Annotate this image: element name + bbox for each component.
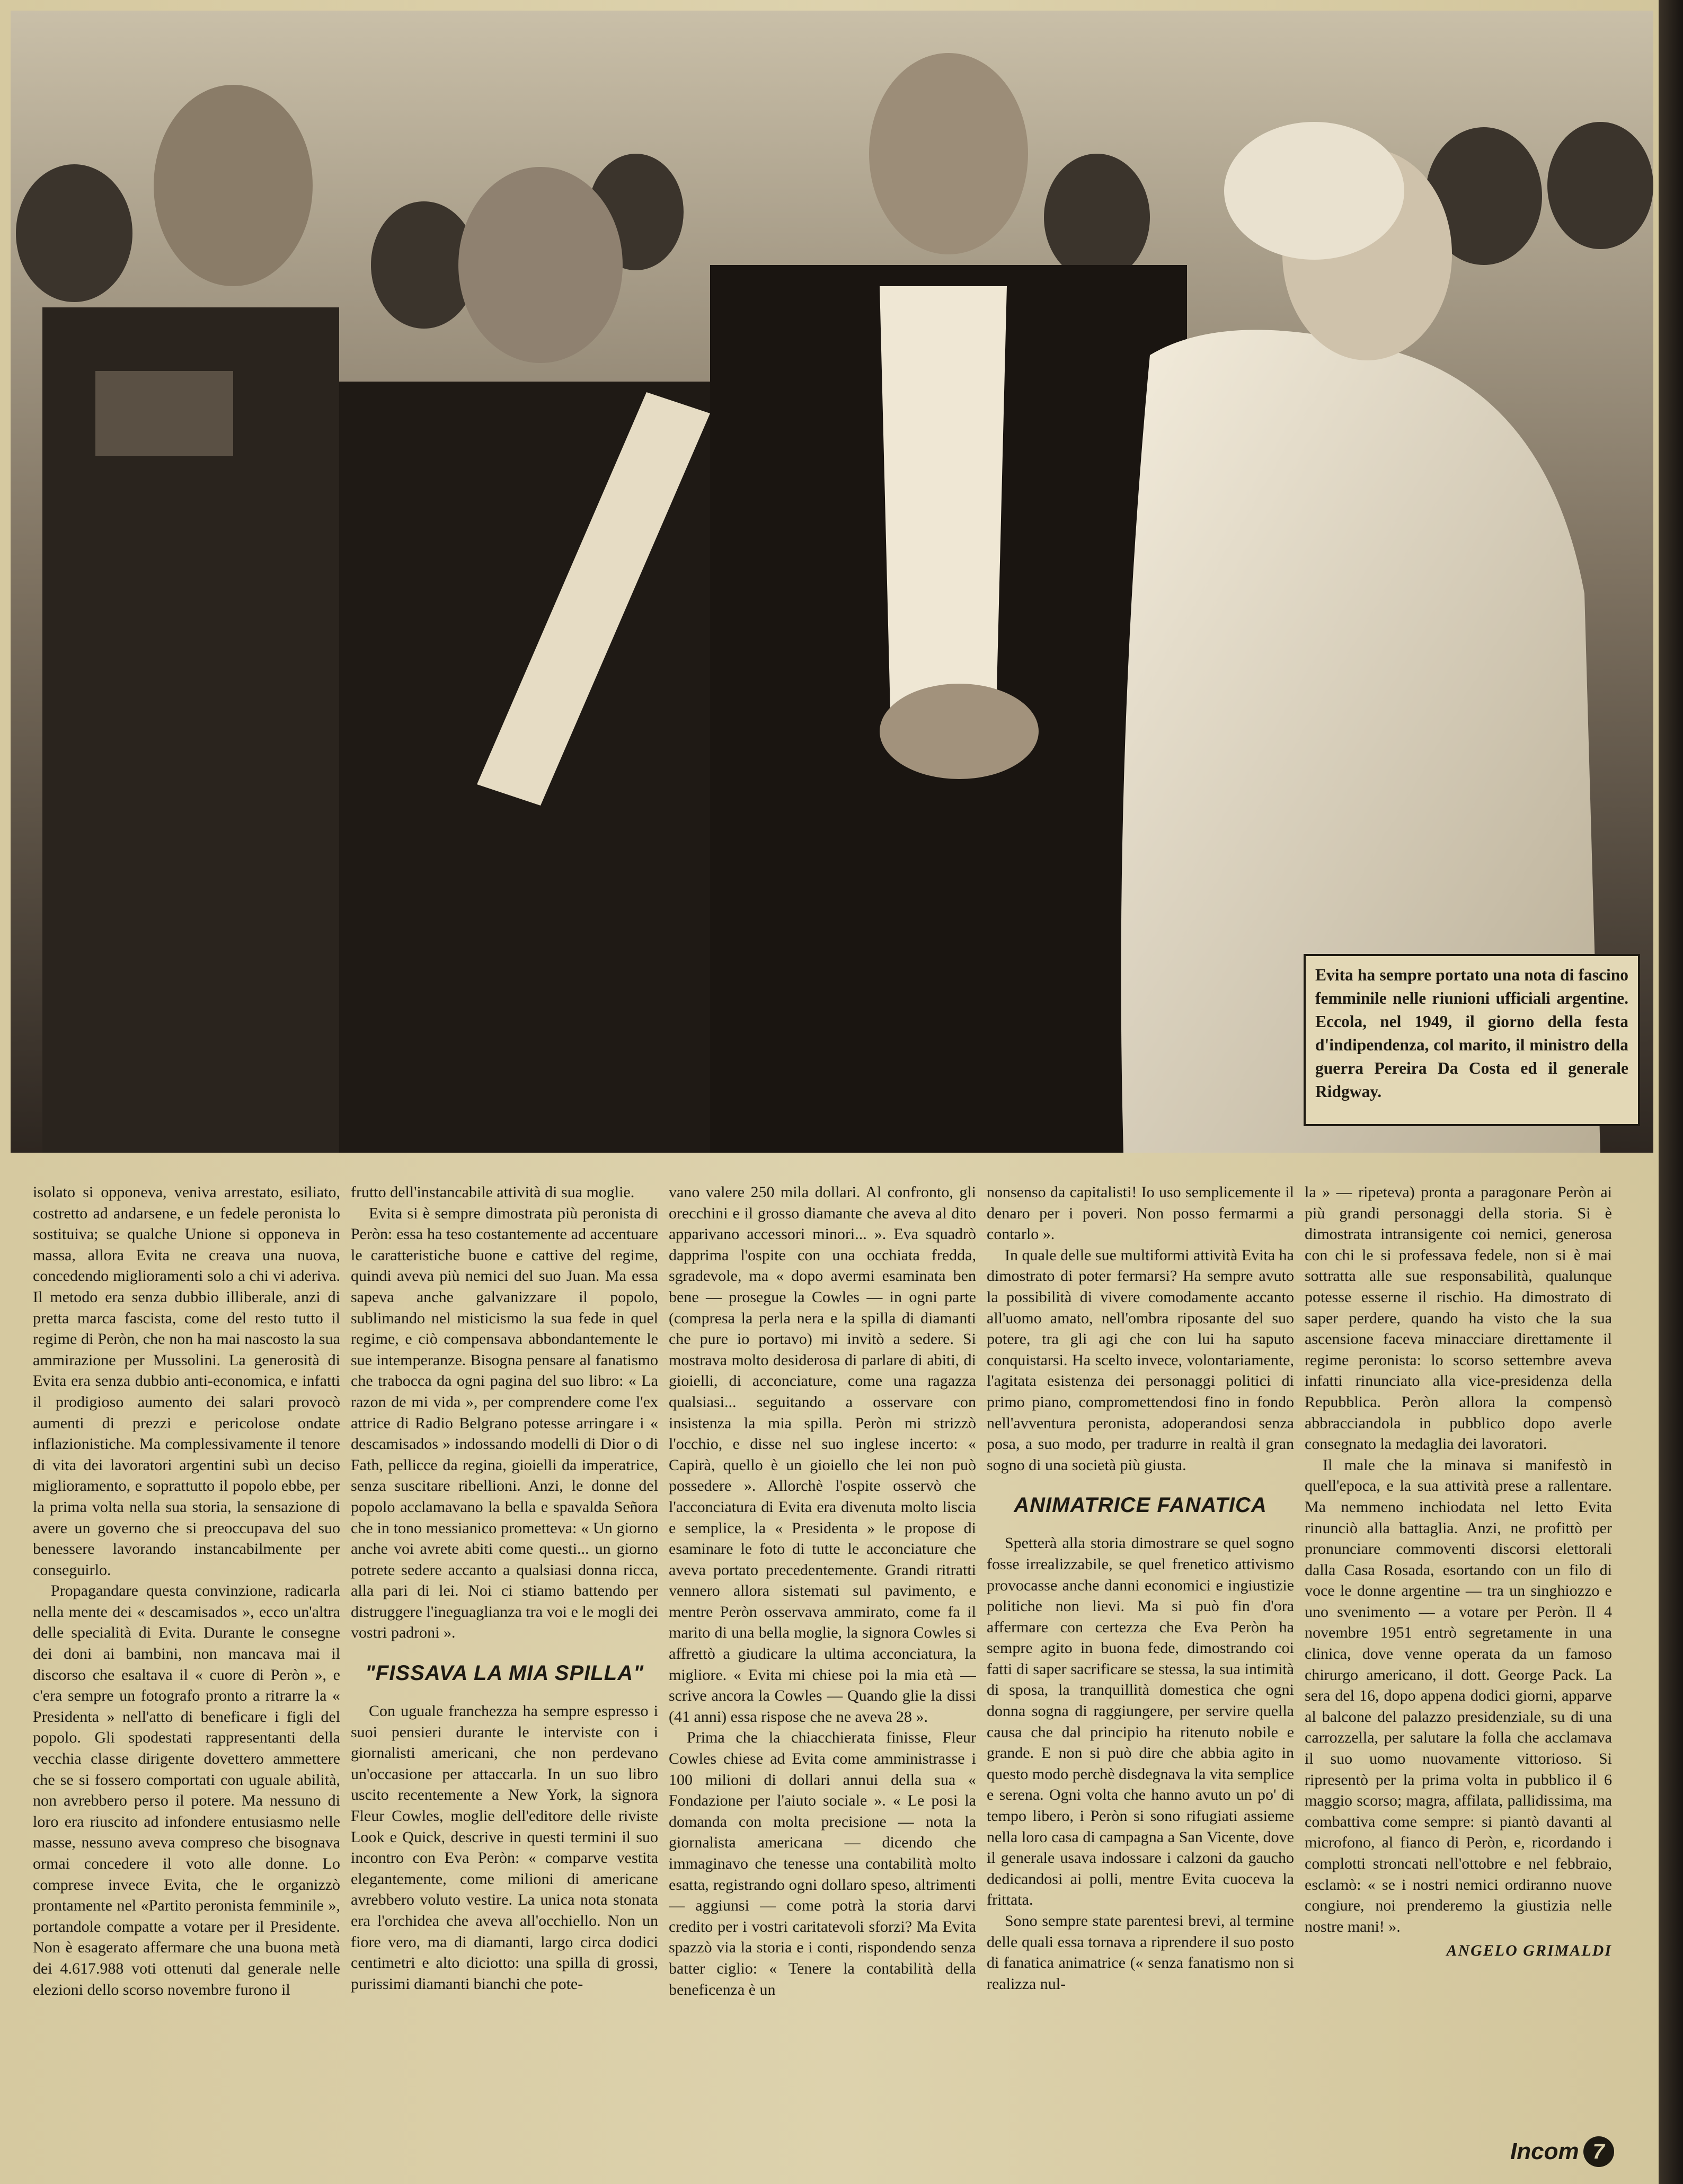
paragraph: nonsenso da capitalisti! Io uso semplicemente il denaro per i poveri. Non posso fermarmi a contarlo ».: [987, 1183, 1294, 1243]
photo-caption: Evita ha sempre portato una nota di fascino femminile nelle riunioni ufficiali argentine. Eccola, nel 1949, il giorno della festa d'indipendenza, col marito, il ministro della guerra Pereira Da Costa ed il generale Ridgway.: [1304, 954, 1640, 1126]
logo-text: Incom: [1510, 2138, 1579, 2164]
paragraph: Il male che la minava si manifestò in quell'epoca, e la sua attività prese a rallentare. Ma nemmeno inchiodata nel letto Evita rinunciò alla battaglia. Anzi, ne profittò per pronunciare commoventi discorsi elettorali dalla Casa Rosada, esortando con un filo di voce le donne argentine — tra un singhiozzo e uno svenimento — a votare per Peròn. Il 4 novembre 1951 entrò segretamente in una clinica, dove venne operata da un famoso chirurgo americano, il dott. George Pack. La sera del 16, dopo appena dodici giorni, apparve al balcone del palazzo presidenziale, su di una carrozzella, per salutare la folla che acclamava il suo uomo nuovamente vittorioso. Si ripresentò per la prima volta in pubblico il 6 maggio scorso; magra, affilata, pallidissima, ma combattiva come sempre: si piantò davanti al microfono, al fianco di Peròn, e, ricordando i complotti stroncati nell'ottobre e nel febbraio, esclamò: « se i nostri nemici ordiranno nuove congiure, noi prenderemo la giustizia nelle nostre mani! ».: [1305, 1456, 1612, 1935]
article-column-3: [669, 1182, 976, 2062]
magazine-logo: [1510, 2136, 1614, 2168]
paragraph: la » — ripeteva) pronta a paragonare Peròn ai più grandi personaggi della storia. Si è dimostrata intransigente coi nemici, generosa con chi le si professava fedele, non si è mai sottratta alle sue responsabilità, qualunque potesse esserne il rischio. Ha dimostrato di saper perdere, quando ha visto che la sua ascensione faceva minacciare direttamente il regime peronista: lo scorso settembre aveva infatti rinunciato alla vice-presidenza della Repubblica. Peròn allora la compensò abbracciandola in pubblico dopo averle consegnato la medaglia dei lavoratori.: [1305, 1183, 1612, 1453]
paragraph: isolato si opponeva, veniva arrestato, esiliato, costretto ad andarsene, e un fedele peronista lo sostituiva; se qualche Unione si opponeva in massa, allora Evita ne creava una nuova, concedendo miglioramenti solo a chi vi aderiva. Il metodo era senza dubbio illiberale, anzi di pretta marca fascista, come del resto tutto il regime di Peròn, che non ha mai nascosto la sua ammirazione per Mussolini. La generosità di Evita era senza dubbio anti-economica, e infatti il prodigioso aumento dei salari provocò aumenti di prezzi e pericolose ondate inflazionistiche. Ma complessivamente il tenore di vita dei lavoratori argentini subì un deciso miglioramento, e soprattutto il popolo ebbe, per la prima volta nella sua storia, la sensazione di avere un governo che si preoccupava del suo benessere lavorando instancabilmente per conseguirlo.: [33, 1183, 340, 1579]
page-binding-edge: [1659, 0, 1683, 2184]
paragraph: vano valere 250 mila dollari. Al confronto, gli orecchini e il grosso diamante che aveva al dito apparivano accessori minori... ». Eva squadrò dapprima l'ospite con una occhiata fredda, sgradevole, ma « dopo avermi esaminata ben bene — prosegue la Cowles — in ogni parte (compresa la perla nera e la spilla di diamanti che pure io portavo) mi invitò a sedere. Si mostrava molto desiderosa di parlare di abiti, di gioielli, di acconciature, come una ragazza qualsiasi... seguitando a osservare con insistenza la mia spilla. Peròn mi strizzò l'occhio, e disse nel suo inglese incerto: « Capirà, quello è un gioiello che lei non può possedere ». Allorchè l'ospite osservò che l'acconciatura di Evita era divenuta molto liscia e semplice, la « Presidenta » le propose di esaminare le foto di tutte le acconciature che aveva portato precedentemente. Grandi ritratti vennero allora sistemati sul pavimento, e mentre Peròn osservava ammirato, come fa il marito di una bella moglie, la signora Cowles si affrettò a giudicare la ultima acconciatura, la migliore. « Evita mi chiese poi la mia età — scrive ancora la Cowles — Quando glie la dissi (41 anni) essa rispose che ne aveva 28 ».: [669, 1183, 976, 1726]
paragraph: In quale delle sue multiformi attività Evita ha dimostrato di poter fermarsi? Ha sempre avuto la possibilità di vivere comodamente accanto all'uomo amato, nell'ombra riposante del suo potere, tra gli agi che con lui ha saputo conquistarsi. Ha scelto invece, volontariamente, l'agitata esistenza dei personaggi politici di primo piano, compromettendosi fino in fondo nell'avventura peronista, adoperandosi senza posa, a suo modo, per tradurre in realtà il gran sogno di una società più giusta.: [987, 1246, 1294, 1474]
section-heading: ANIMATRICE FANATICA: [1014, 1493, 1267, 1517]
section-heading: "FISSAVA LA MIA SPILLA": [365, 1661, 644, 1685]
paragraph: Con uguale franchezza ha sempre espresso i suoi pensieri durante le interviste con i giornalisti americani, che non perdevano un'occasione per attaccarla. In un suo libro uscito recentemente a New York, la signora Fleur Cowles, moglie dell'editore delle riviste Look e Quick, descrive in questi termini il suo incontro con Eva Peròn: « comparve vestita elegantemente, come milioni di americane avrebbero voluto vestire. La unica nota stonata era l'orchidea che aveva all'occhiello. Non un fiore vero, ma di diamanti, largo circa dodici centimetri e alto diciotto: una spilla di grossi, purissimi diamanti bianchi che pote-: [351, 1702, 658, 1993]
paragraph: Evita si è sempre dimostrata più peronista di Peròn: essa ha teso costantemente ad accentuare le caratteristiche buone e cattive del regime, quindi aveva più nemici del suo Juan. Ma essa sapeva anche galvanizzare il popolo, sublimando nel misticismo la sua fede in quel regime, e ciò compensava abbondantemente le sue intemperanze. Bisogna pensare al fanatismo che trabocca da ogni pagina del suo libro: « La razon de mi vida », per comprendere come l'ex attrice di Radio Belgrano potesse arringare i « descamisados » indossando modelli di Dior o di Fath, pellicce da regina, gioielli da imperatrice, senza suscitare ribellioni. Anzi, le donne del popolo acclamavano la bella e spavalda Señora che in tono messianico prometteva: « Un giorno anche voi avrete abiti come questi... un giorno potrete sedere accanto a qualsiasi donna ricca, alla pari di lei. Noi ci stiamo battendo per distruggere l'ineguaglianza tra voi e le mogli dei vostri padroni ».: [351, 1204, 658, 1642]
paragraph: frutto dell'instancabile attività di sua moglie.: [351, 1183, 635, 1201]
author-byline: ANGELO GRIMALDI: [1446, 1942, 1612, 1960]
article-column-5: [1305, 1182, 1612, 2062]
paragraph: Propagandare questa convinzione, radicarla nella mente dei « descamisados », ecco un'altra delle specialità di Evita. Durante le consegne dei doni ai bambini, non mancava mai il discorso che esaltava il « cuore di Peròn », e c'era sempre un fotografo pronto a ritrarre la « Presidenta » nell'atto di beneficare i figli del popolo. Gli spodestati rappresentanti della vecchia classe dirigente dovettero ammettere che se si fossero comportati con uguale abilità, non avrebbero perso il potere. Ma nessuno di loro era riuscito ad infondere entusiasmo nelle masse, nessuno aveva compreso che bisognava ormai concedere il voto alle donne. Lo comprese invece Evita, che le organizzò prontamente nel «Partito peronista femminile », portandole compatte a votare per il Presidente. Non è esagerato affermare che una buona metà dei 4.617.988 voti ottenuti dal generale nelle elezioni dello scorso novembre furono il: [33, 1582, 340, 1999]
paragraph: Sono sempre state parentesi brevi, al termine delle quali essa tornava a riprendere il suo posto di fanatica animatrice (« senza fanatismo non si realizza nul-: [987, 1912, 1294, 1993]
page-number: 7: [1583, 2136, 1614, 2167]
paragraph: Prima che la chiacchierata finisse, Fleur Cowles chiese ad Evita come amministrasse i 100 milioni di dollari annui della sua « Fondazione per l'aiuto sociale ». « Le posi la domanda con molta precisione — nota la giornalista americana — dicendo che immaginavo che tenesse una contabilità molto esatta, registrando ogni dollaro speso, altrimenti — aggiunsi — come potrà la storia darvi credito per i vostri caritatevoli sforzi? Ma Evita spazzò via la storia e i conti, rispondendo senza batter ciglio: « Tenere la contabilità della beneficenza è un: [669, 1729, 976, 1999]
article-column-4: [987, 1182, 1294, 2062]
article-column-1: [33, 1182, 340, 2062]
article-column-2: [351, 1182, 658, 2062]
paragraph: Spetterà alla storia dimostrare se quel sogno fosse irrealizzabile, se quel frenetico attivismo provocasse anche danni economici e ingiustizie politiche non lievi. Ma si può fin d'ora affermare con certezza che Eva Peròn ha sempre agito in buona fede, dimostrando coi fatti di saper sacrificare se stessa, la sua intimità di sposa, la tranquillità domestica che ogni donna sogna di raggiungere, per servire quella causa che dal principio ha ritenuto nobile e grande. E non si può dire che abbia agito in questo modo perchè disdegnava la vita semplice e serena. Ogni volta che hanno avuto un po' di tempo libero, i Peròn si sono rifugiati assieme nella loro casa di campagna a San Vicente, dove il generale usava indossare i calzoni da gaucho dedicandosi ai polli, mentre Evita cuoceva la frittata.: [987, 1534, 1294, 1909]
